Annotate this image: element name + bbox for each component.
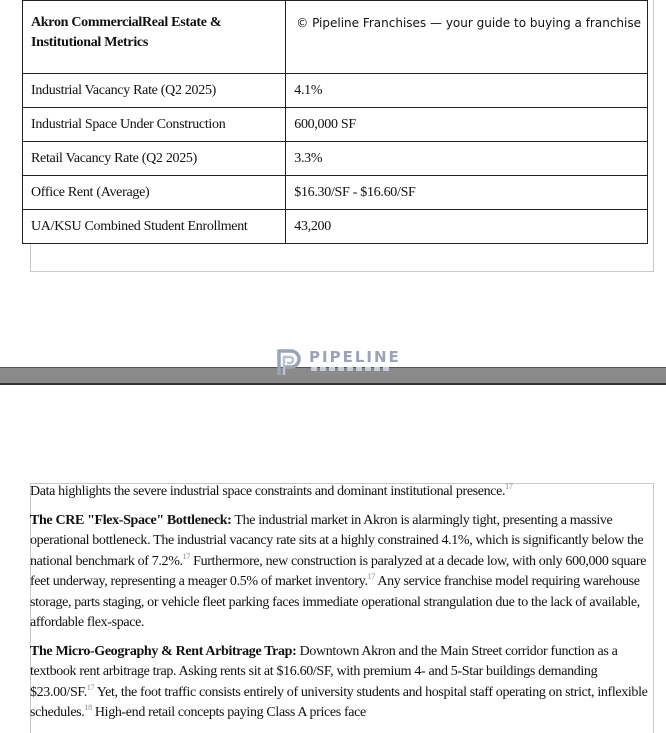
- metric-value: 3.3%: [286, 142, 648, 176]
- table-row: [23, 176, 648, 210]
- metric-value: 600,000 SF: [286, 108, 648, 142]
- intro-paragraph: Data highlights the severe industrial space constraints and dominant institutional presence.$^{17}$: [30, 482, 513, 499]
- metric-label: Industrial Vacancy Rate (Q2 2025): [23, 74, 286, 108]
- paragraph-heading: The Micro-Geography & Rent Arbitrage Trap:: [30, 643, 297, 659]
- footnote-ref: 18: [84, 703, 92, 712]
- pipeline-logo-icon: [275, 347, 303, 377]
- metric-value: $16.30/SF - $16.60/SF: [286, 176, 648, 210]
- table-row: [23, 142, 648, 176]
- metric-value: 4.1%: [286, 74, 648, 108]
- footnote-ref: 17: [86, 682, 95, 692]
- footnote-ref: 17: [367, 572, 375, 581]
- document-body: [30, 482, 658, 732]
- watermark-text: PIPELINE: [309, 348, 401, 366]
- footnote-ref: 17: [505, 482, 513, 491]
- metric-value: 43,200: [286, 210, 648, 244]
- table-row: [23, 74, 648, 108]
- table-row: [23, 210, 648, 244]
- table-row: [23, 108, 648, 142]
- paragraph-rent-arbitrage: The Micro-Geography & Rent Arbitrage Trap: Downtown Akron and the Main Street corridor function as a textbook rent arbitrage trap. Asking rents sit at $16.60/SF, with premium 4- and 5-Star buildings demanding $23.00/SF.$^{17}$ Yet, the foot traffic consists entirely of university students and hospital staff operating on strict, inflexible schedules.$^{18}$ High-end retail concepts paying Class A prices face: [30, 643, 648, 720]
- table-header-row: [23, 1, 648, 74]
- table-header-title: Akron CommercialReal Estate & Institutional Metrics: [23, 1, 286, 74]
- metric-label: UA/KSU Combined Student Enrollment: [23, 210, 286, 244]
- metric-label: Office Rent (Average): [23, 176, 286, 210]
- copyright-notice: © Pipeline Franchises — your guide to buying a franchise: [286, 1, 648, 74]
- metric-label: Industrial Space Under Construction: [23, 108, 286, 142]
- paragraph-flex-space: The CRE "Flex-Space" Bottleneck: The industrial market in Akron is alarmingly tight, presenting a massive operational bottleneck. The industrial vacancy rate sits at a highly constrained 4.1%, which is significantly below the national benchmark of 7.2%.$^{17}$ Furthermore, new construction is paralyzed at a decade low, with only 600,000 square feet underway, representing a meager 0.5% of market inventory.$^{17}$ Any service franchise model requiring warehouse storage, parts staging, or vehicle fleet parking faces immediate operational strangulation due to the lack of available, affordable flex-space.: [30, 512, 647, 630]
- paragraph-heading: The CRE "Flex-Space" Bottleneck:: [30, 512, 232, 528]
- pipeline-watermark: [275, 345, 401, 379]
- metrics-table: [22, 0, 648, 244]
- document-page-bottom: [0, 385, 666, 723]
- watermark-subtext-decoration: [311, 367, 389, 371]
- metric-label: Retail Vacancy Rate (Q2 2025): [23, 142, 286, 176]
- footnote-ref: 17: [182, 551, 190, 561]
